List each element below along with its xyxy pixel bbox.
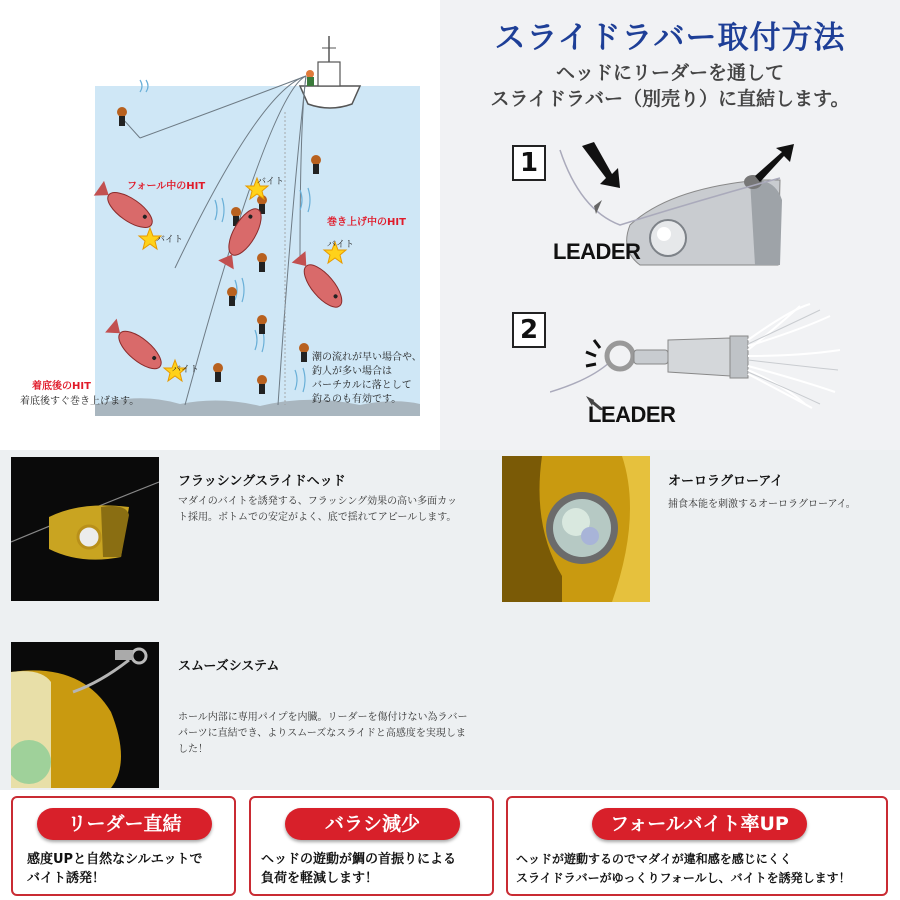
card-fall-bite-rate — [506, 796, 888, 896]
installation-subtitle-2: スライドラバー（別売り）に直結します。 — [490, 88, 850, 110]
bite-label-1: バイト — [156, 235, 184, 245]
fishing-diagram — [0, 0, 440, 450]
boat — [300, 36, 360, 108]
current-note-line-2: 釣人が多い場合は — [312, 366, 392, 377]
card-2-pill: バラシ減少 — [285, 808, 460, 840]
bottom-hit-note: 着底後すぐ巻き上げます。 — [20, 396, 140, 407]
feature-3-title: スムーズシステム — [178, 659, 280, 674]
smooth-system-image — [11, 642, 159, 788]
card-3-line-1: ヘッドが遊動するのでマダイが違和感を感じにくく — [516, 852, 792, 866]
card-2-line-1: ヘッドの遊動が鯛の首振りによる — [261, 852, 457, 867]
bite-label-2: バイト — [257, 177, 285, 187]
bite-label-3: バイト — [327, 240, 355, 250]
flashing-head-image — [11, 457, 159, 601]
card-3-pill: フォールバイト率UP — [592, 808, 807, 840]
features-section — [0, 450, 900, 790]
feature-3-desc: ホール内部に専用パイプを内臓。リーダーを傷付けない為ラバーパーツに直結でき、よりスムーズなスライドと高感度を実現しました！ — [178, 712, 468, 755]
current-note-line-4: 釣るのも有効です。 — [312, 394, 402, 405]
card-1-line-1: 感度UPと自然なシルエットで — [27, 852, 203, 867]
card-1-line-2: バイト誘発！ — [27, 871, 106, 886]
reel-hit-label: 巻き上げ中のHIT — [327, 217, 406, 228]
feature-1-desc: マダイのバイトを誘発する、フラッシング効果の高い多面カット採用。ボトムでの安定がよく、底で揺れてアピールします。 — [178, 496, 458, 523]
step-2-illustration — [550, 300, 890, 410]
card-leader-direct — [11, 796, 236, 896]
current-note-line-3: バーチカルに落として — [312, 380, 412, 391]
card-2-line-2: 負荷を軽減します！ — [261, 871, 379, 886]
card-1-pill: リーダー直結 — [37, 808, 212, 840]
installation-panel — [440, 0, 900, 450]
aurora-eye-image — [502, 456, 650, 602]
step-1-badge: 1 — [512, 145, 546, 181]
leader-label-2: LEADER — [588, 402, 676, 427]
feature-1-title: フラッシングスライドヘッド — [178, 474, 346, 489]
card-3-line-2: スライドラバーがゆっくりフォールし、バイトを誘発します！ — [516, 871, 851, 885]
bottom-hit-label: 着底後のHIT — [32, 381, 91, 392]
card-2-text — [261, 850, 456, 888]
current-note — [312, 351, 422, 407]
installation-subtitle-1: ヘッドにリーダーを通して — [555, 62, 784, 84]
installation-title: スライドラバー取付方法 — [494, 20, 846, 56]
card-3-text — [516, 850, 851, 888]
bite-label-4: バイト — [172, 365, 200, 375]
step-2-badge: 2 — [512, 312, 546, 348]
feature-2-title: オーロラグローアイ — [668, 474, 784, 489]
current-note-line-1: 潮の流れが早い場合や、 — [312, 352, 422, 363]
card-1-text — [27, 850, 203, 888]
card-fewer-drops — [249, 796, 494, 896]
fall-hit-label: フォール中のHIT — [127, 181, 206, 192]
step-2-tick-marks — [586, 340, 600, 366]
feature-2-desc: 捕食本能を刺激するオーロラグローアイ。 — [668, 499, 856, 510]
leader-label-1: LEADER — [553, 239, 641, 264]
